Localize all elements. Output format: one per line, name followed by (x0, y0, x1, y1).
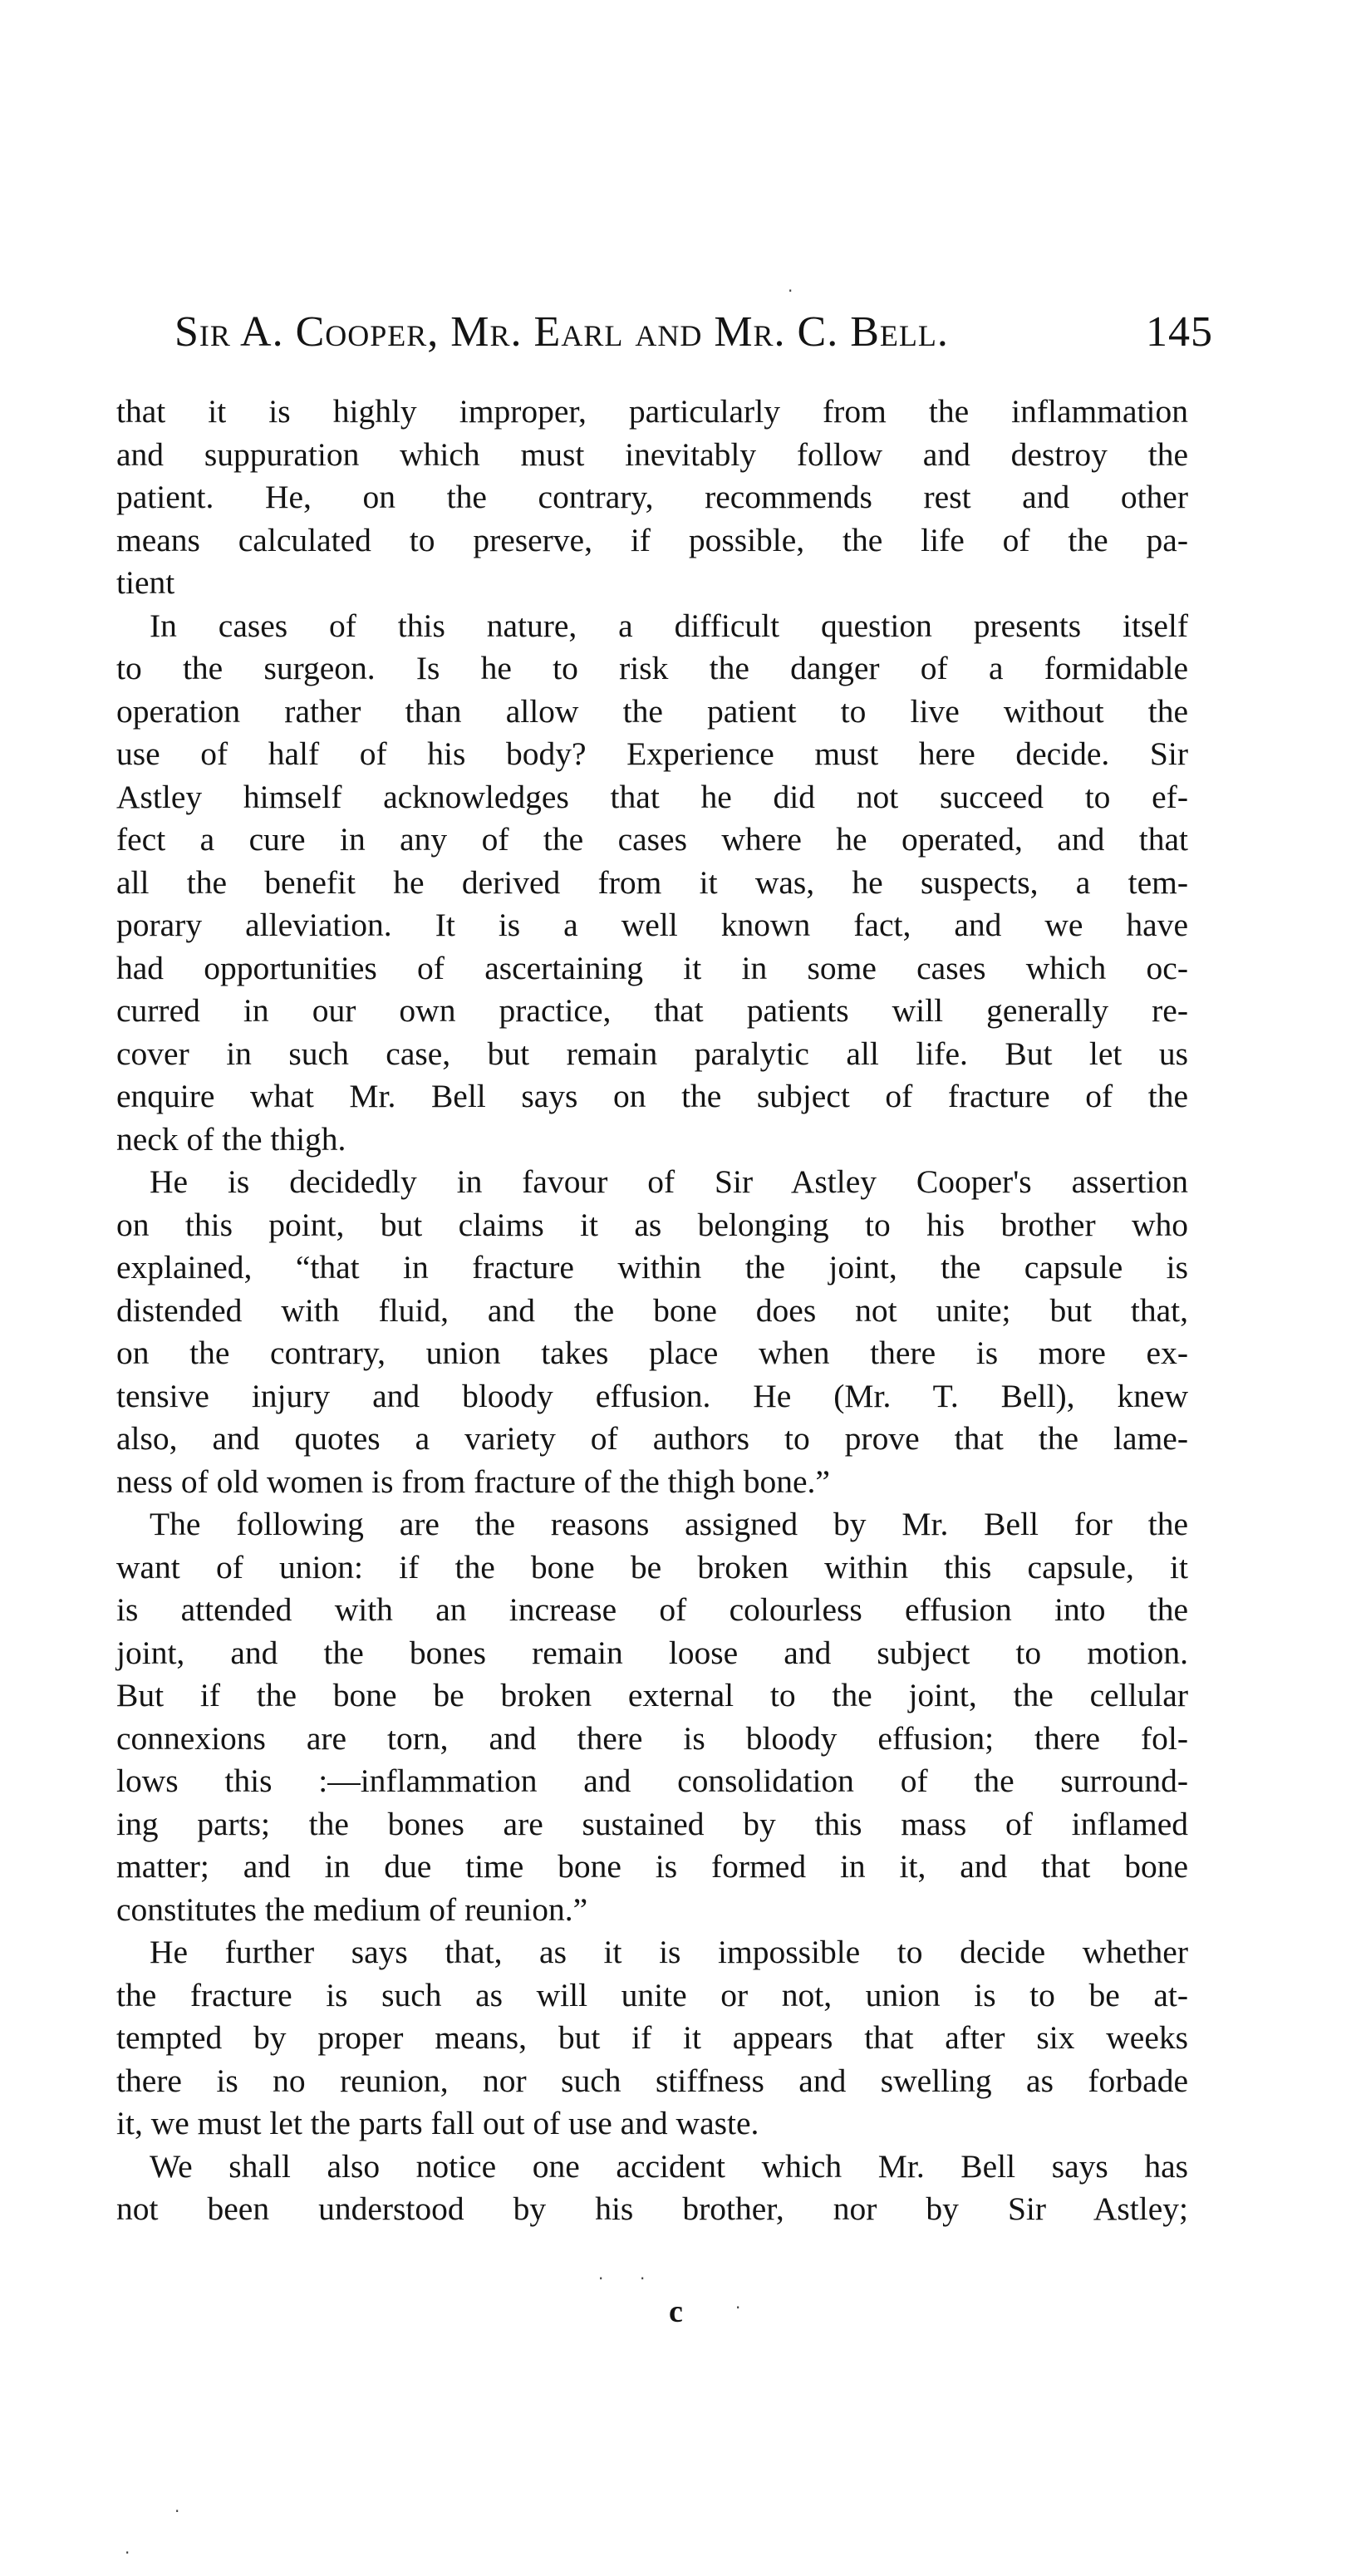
text-line: In cases of this nature, a difficult question presents itself (150, 607, 1188, 644)
text-line: also, and quotes a variety of authors to prove that the lame- (116, 1420, 1188, 1457)
print-speck: · (174, 2501, 180, 2521)
print-speck: · (788, 281, 793, 301)
text-line: means calculated to preserve, if possible, the life of the pa- (116, 521, 1188, 558)
text-line: We shall also notice one accident which Mr. Bell says has (150, 2147, 1188, 2185)
text-line: ing parts; the bones are sustained by this mass of inflamed (116, 1805, 1188, 1842)
text-line: not been understood by his brother, nor by Sir Astley; (116, 2190, 1188, 2227)
text-line: is attended with an increase of colourless effusion into the (116, 1591, 1188, 1628)
text-line: porary alleviation. It is a well known fact, and we have (116, 907, 1188, 943)
text-line: there is no reunion, nor such stiffness and swelling as forbade (116, 2062, 1188, 2099)
text-line: distended with fluid, and the bone does not unite; but that, (116, 1291, 1188, 1329)
print-speck: · (735, 2298, 741, 2318)
text-line: The following are the reasons assigned by Mr. Bell for the (150, 1506, 1188, 1542)
text-line: on this point, but claims it as belonging to his brother who (116, 1206, 1188, 1243)
text-line: enquire what Mr. Bell says on the subject of fracture of the (116, 1078, 1188, 1114)
text-line: to the surgeon. Is he to risk the danger of a formidable (116, 650, 1188, 686)
text-line: connexions are torn, and there is bloody effusion; there fol- (116, 1719, 1188, 1757)
text-line: on the contrary, union takes place when there is more ex- (116, 1335, 1188, 1371)
running-head (174, 307, 1213, 366)
print-speck: · (640, 2269, 646, 2288)
text-line: But if the bone be broken external to the joint, the cellular (116, 1677, 1188, 1713)
signature-mark: c (669, 2294, 683, 2329)
text-line: joint, and the bones remain loose and subject to motion. (116, 1634, 1188, 1671)
text-line: tient (116, 564, 175, 601)
text-line: constitutes the medium of reunion.” (116, 1890, 588, 1928)
text-line: all the benefit he derived from it was, he suspects, a tem- (116, 863, 1188, 901)
text-line: lows this :—inflammation and consolidation of the surround- (116, 1762, 1188, 1799)
text-line: Astley himself acknowledges that he did not succeed to ef- (116, 778, 1188, 815)
text-line: explained, “that in fracture within the joint, the capsule is (116, 1249, 1188, 1286)
text-line: had opportunities of ascertaining it in some cases which oc- (116, 949, 1188, 986)
text-line: He further says that, as it is impossible to decide whether (150, 1934, 1188, 1970)
text-line: want of union: if the bone be broken within this capsule, it (116, 1548, 1188, 1585)
text-line: fect a cure in any of the cases where he operated, and that (116, 821, 1188, 858)
text-line: He is decidedly in favour of Sir Astley Cooper's assertion (150, 1163, 1188, 1200)
text-line: ness of old women is from fracture of the thigh bone.” (116, 1463, 830, 1500)
running-title: Sir A. Cooper, Mr. Earl and Mr. C. Bell. (174, 308, 949, 356)
text-line: tensive injury and bloody effusion. He (Mr. T. Bell), knew (116, 1377, 1188, 1414)
body-text (116, 391, 1188, 2231)
text-line: tempted by proper means, but if it appears that after six weeks (116, 2019, 1188, 2056)
text-line: and suppuration which must inevitably follow and destroy the (116, 435, 1188, 473)
page-number: 145 (1146, 308, 1213, 356)
print-speck: · (598, 2269, 604, 2288)
text-line: it, we must let the parts fall out of use and waste. (116, 2105, 759, 2141)
text-line: cover in such case, but remain paralytic all life. But let us (116, 1035, 1188, 1072)
text-line: neck of the thigh. (116, 1120, 346, 1158)
text-line: patient. He, on the contrary, recommends rest and other (116, 479, 1188, 515)
text-line: curred in our own practice, that patients will generally re- (116, 992, 1188, 1029)
text-line: use of half of his body? Experience must here decide. Sir (116, 735, 1188, 772)
print-speck: · (125, 2543, 130, 2563)
text-line: the fracture is such as will unite or not, union is to be at- (116, 1976, 1188, 2013)
text-line: that it is highly improper, particularly from the inflammation (116, 393, 1188, 430)
text-line: operation rather than allow the patient to live without the (116, 692, 1188, 730)
text-line: matter; and in due time bone is formed in it, and that bone (116, 1848, 1188, 1885)
